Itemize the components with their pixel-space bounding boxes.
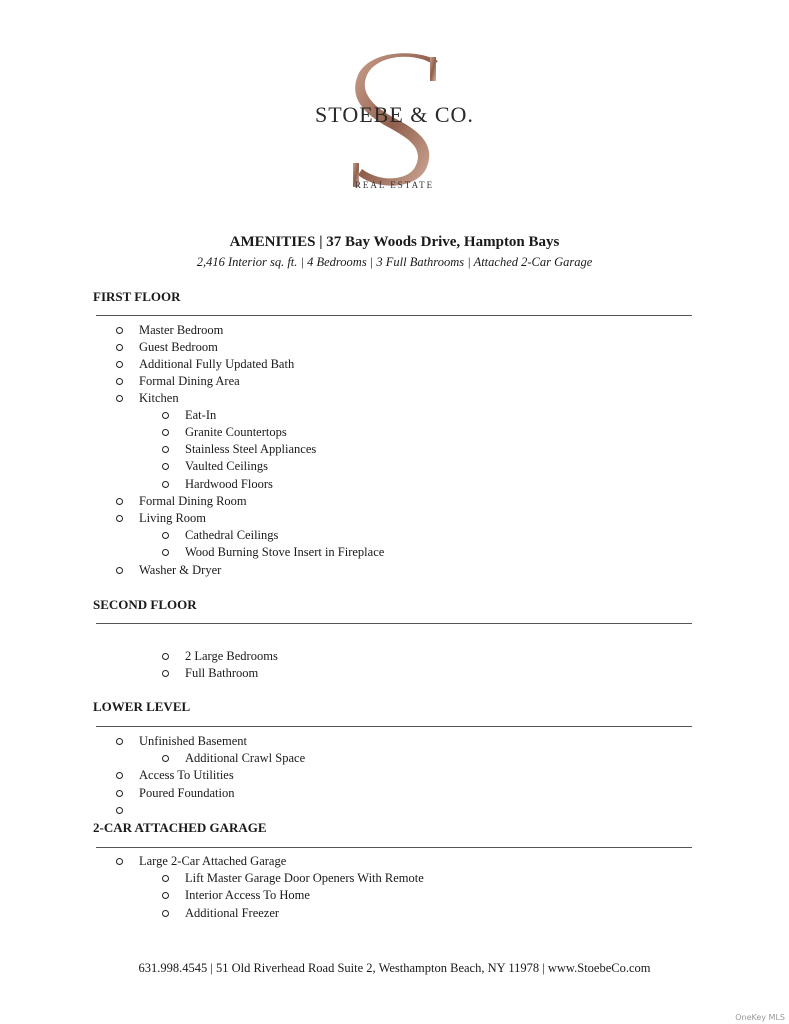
brand-tagline: REAL ESTATE xyxy=(354,180,435,190)
hollow-bullet-icon xyxy=(116,567,123,574)
section-divider xyxy=(96,726,692,727)
section-heading-garage: 2-CAR ATTACHED GARAGE xyxy=(93,820,267,835)
section-divider xyxy=(96,623,692,624)
hollow-bullet-icon xyxy=(116,378,123,385)
hollow-bullet-icon xyxy=(162,892,169,899)
hollow-bullet-icon xyxy=(162,463,169,470)
section-heading-second-floor: SECOND FLOOR xyxy=(93,597,197,612)
hollow-bullet-icon xyxy=(116,395,123,402)
mls-watermark: OneKey MLS xyxy=(735,1013,785,1022)
hollow-bullet-icon xyxy=(162,412,169,419)
hollow-bullet-icon xyxy=(162,653,169,660)
page-subtitle: 2,416 Interior sq. ft. | 4 Bedrooms | 3 Full Bathrooms | Attached 2-Car Garage xyxy=(196,255,593,269)
hollow-bullet-icon xyxy=(116,738,123,745)
hollow-bullet-icon xyxy=(116,515,123,522)
hollow-bullet-icon xyxy=(116,807,123,814)
hollow-bullet-icon xyxy=(162,532,169,539)
hollow-bullet-icon xyxy=(116,772,123,779)
company-logo xyxy=(0,45,789,195)
hollow-bullet-icon xyxy=(162,910,169,917)
section-heading-first-floor: FIRST FLOOR xyxy=(93,289,181,304)
hollow-bullet-icon xyxy=(162,481,169,488)
hollow-bullet-icon xyxy=(116,344,123,351)
hollow-bullet-icon xyxy=(116,361,123,368)
contact-footer: 631.998.4545 | 51 Old Riverhead Road Suite 2, Westhampton Beach, NY 11978 | www.StoebeCo.com xyxy=(138,961,651,975)
section-divider xyxy=(96,315,692,316)
section-divider xyxy=(96,847,692,848)
hollow-bullet-icon xyxy=(162,755,169,762)
hollow-bullet-icon xyxy=(116,327,123,334)
brand-name: STOEBE & CO. xyxy=(315,102,474,127)
hollow-bullet-icon xyxy=(116,498,123,505)
hollow-bullet-icon xyxy=(162,429,169,436)
hollow-bullet-icon xyxy=(162,875,169,882)
page-title: AMENITIES | 37 Bay Woods Drive, Hampton Bays xyxy=(229,234,560,250)
hollow-bullet-icon xyxy=(116,790,123,797)
hollow-bullet-icon xyxy=(116,858,123,865)
hollow-bullet-icon xyxy=(162,549,169,556)
hollow-bullet-icon xyxy=(162,670,169,677)
hollow-bullet-icon xyxy=(162,446,169,453)
section-heading-lower-level: LOWER LEVEL xyxy=(93,699,191,714)
